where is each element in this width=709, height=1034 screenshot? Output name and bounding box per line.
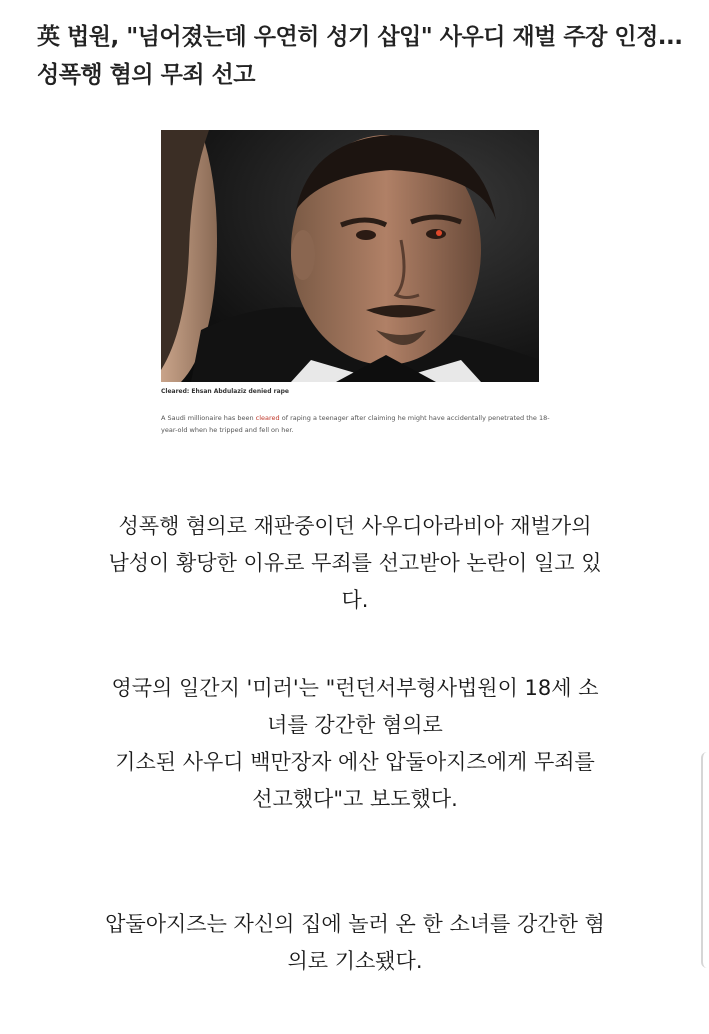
article-paragraph-2: [40, 670, 670, 818]
paragraph-line: 다.: [341, 588, 369, 612]
paragraph-line: 성폭행 혐의로 재판중이던 사우디아라비아 재벌가의: [118, 514, 592, 538]
photo-desc-text-1: A Saudi millionaire has been: [161, 414, 256, 422]
article-headline: 英 법원, "넘어졌는데 우연히 성기 삽입" 사우디 재벌 주장 인정...성폭행 혐의 무죄 선고: [37, 24, 683, 88]
paragraph-line: 기소된 사우디 백만장자 에산 압둘아지즈에게 무죄를: [115, 750, 595, 774]
paragraph-line: 의로 기소됐다.: [287, 949, 423, 973]
paragraph-line: 선고했다"고 보도했다.: [252, 787, 458, 811]
article-paragraph-3: [40, 906, 670, 980]
article-paragraph-1: [40, 508, 670, 619]
paragraph-line: 압둘아지즈는 자신의 집에 놀러 온 한 소녀를 강간한 혐: [105, 912, 605, 936]
article-photo: [161, 130, 539, 382]
photo-description: [161, 412, 551, 436]
photo-desc-cleared-link[interactable]: cleared: [255, 414, 280, 422]
photo-desc-text-2: of raping a teenager after claiming he might have accidentally penetrated the 18-year-old when he tripped and fell on her.: [161, 414, 550, 434]
paragraph-line: 영국의 일간지 '미러'는 "런던서부형사법원이 18세 소: [111, 676, 599, 700]
scrollbar[interactable]: [701, 752, 707, 968]
paragraph-line: 남성이 황당한 이유로 무죄를 선고받아 논란이 일고 있: [108, 551, 602, 575]
paragraph-line: 녀를 강간한 혐의로: [267, 713, 443, 737]
photo-caption: Cleared: Ehsan Abdulaziz denied rape: [161, 388, 289, 395]
